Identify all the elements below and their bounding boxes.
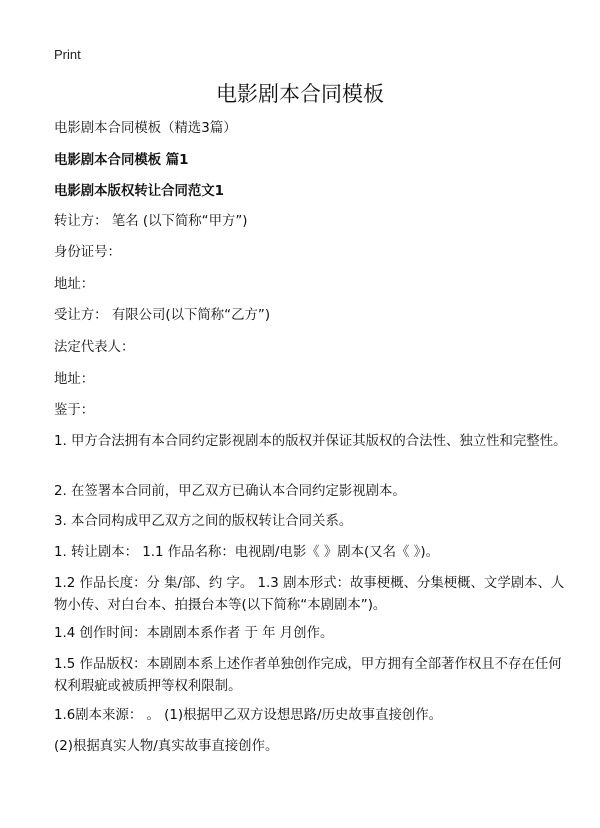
clause-1-transfer-script: 1. 转让剧本： 1.1 作品名称：电视剧/电影《 》剧本(又名《 》)。 — [54, 545, 439, 560]
clause-1-4-creation-time: 1.4 创作时间：本剧剧本系作者 于 年 月创作。 — [54, 626, 334, 641]
clause-1-5-copyright: 1.5 作品版权：本剧剧本系上述作者单独创作完成，甲方拥有全部著作权且不存在任何权利瑕疵或被质押等权利限制。 — [54, 657, 562, 694]
whereas-clause-2: 2. 在签署本合同前，甲乙双方已确认本合同约定影视剧本。 — [54, 484, 406, 499]
whereas-clause-3: 3. 本合同构成甲乙双方之间的版权转让合同关系。 — [54, 514, 353, 529]
whereas-clause-1: 1. 甲方合法拥有本合同约定影视剧本的版权并保证其版权的合法性、独立性和完整性。 — [54, 434, 567, 449]
whereas-heading: 鉴于： — [54, 403, 95, 418]
contract-heading: 电影剧本版权转让合同范文1 — [54, 184, 225, 199]
clause-1-2-work-length: 1.2 作品长度：分 集/部、约 字。 1.3 剧本形式：故事梗概、分集梗概、文学剧本、人物小传、对白台本、拍摄台本等(以下简称“本剧剧本”)。 — [54, 576, 565, 613]
clause-1-6-script-source: 1.6剧本来源： 。 (1)根据甲乙双方设想思路/历史故事直接创作。 — [54, 708, 443, 723]
party-a-line: 转让方： 笔名 (以下简称“甲方”) — [54, 214, 248, 229]
clause-1-6-item-2: (2)根据真实人物/真实故事直接创作。 — [54, 739, 279, 754]
document-subtitle: 电影剧本合同模板（精选3篇） — [54, 121, 237, 136]
party-b-line: 受让方： 有限公司(以下简称“乙方”) — [54, 308, 271, 323]
party-b-address-line: 地址： — [54, 372, 95, 387]
document-title: 电影剧本合同模板 — [216, 82, 384, 106]
section-heading: 电影剧本合同模板 篇1 — [54, 153, 189, 168]
legal-representative-line: 法定代表人： — [54, 340, 135, 355]
id-number-line: 身份证号： — [54, 245, 121, 260]
party-a-address-line: 地址： — [54, 277, 95, 292]
print-link[interactable]: Print — [54, 47, 81, 62]
